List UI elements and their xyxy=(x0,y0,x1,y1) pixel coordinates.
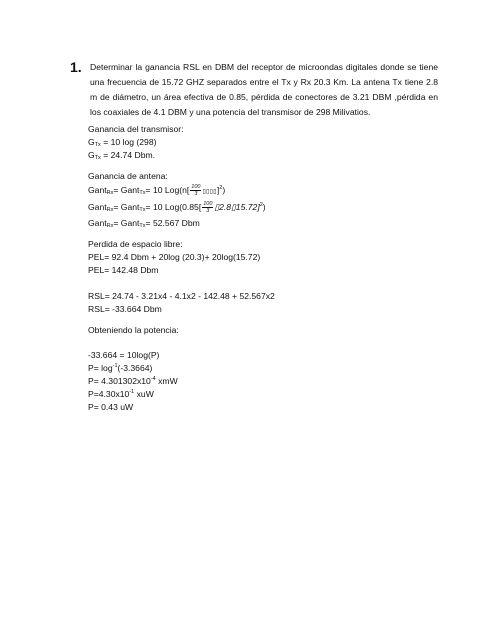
question-text: Determinar la ganancia RSL en DBM del receptor de microondas digitales donde se tiene una frecuencia de 15.72 GHZ separados entre el Tx y Rx 20.3 Km. La antena Tx tiene 2.8 m de diámetro, un área efectiva de 0.85, pérdida de conectores de 3.21 DBM ,pérdida en los coaxiales de 4.1 DBM y una potencia del transmisor de 298 Milivatios. xyxy=(90,62,438,117)
transmitter-gain-heading: Ganancia del transmisor: xyxy=(88,124,184,134)
fraction: $\frac{100}{3}$ xyxy=(203,201,213,214)
power-antilog: $P= \log^{-1}(-3.3664)$ xyxy=(88,363,153,373)
power-milliwatts: $P= 4.301302x10^{-4}$ xmW xyxy=(88,376,178,386)
rsl-formula: RSL= 24.74 - 3.21x4 - 4.1x2 - 142.48 + 52.567x2 xyxy=(88,291,275,301)
question-number: 1. xyxy=(70,59,82,75)
power-equation: -33.664 = 10log(P) xyxy=(88,350,160,360)
fraction: $\frac{100}{3}$ xyxy=(191,184,201,197)
power-result: P= 0.43 uW xyxy=(88,402,134,412)
antenna-gain-result: GantRx= GantTx= 52.567 Dbm xyxy=(88,218,200,229)
antenna-gain-substitution: GantRx= GantTx= 10 Log(0.85[ $\frac{100}{3}$ ▯2.8▯15.72]$^2$) xyxy=(88,201,266,214)
free-space-loss-formula: PEL= 92.4 Dbm + 20log (20.3)+ 20log(15.72) xyxy=(88,252,261,262)
transmitter-gain-formula: GTx = 10 log (298) xyxy=(88,137,157,148)
antenna-gain-heading: Ganancia de antena: xyxy=(88,171,168,181)
rsl-result: RSL= -33.664 Dbm xyxy=(88,304,162,314)
free-space-loss-result: PEL= 142.48 Dbm xyxy=(88,265,159,275)
power-microwatts: $P=4.30x10^{-1}$ xuW xyxy=(88,389,154,399)
antenna-gain-formula: GantRx= GantTx= 10 Log(n[ $\frac{100}{3}$ ▯▯▯▯]$^2$) xyxy=(88,184,226,197)
free-space-loss-heading: Perdida de espacio libre: xyxy=(88,239,183,249)
power-heading: Obteniendo la potencia: xyxy=(88,325,179,335)
transmitter-gain-result: GTx = 24.74 Dbm. xyxy=(88,150,156,161)
